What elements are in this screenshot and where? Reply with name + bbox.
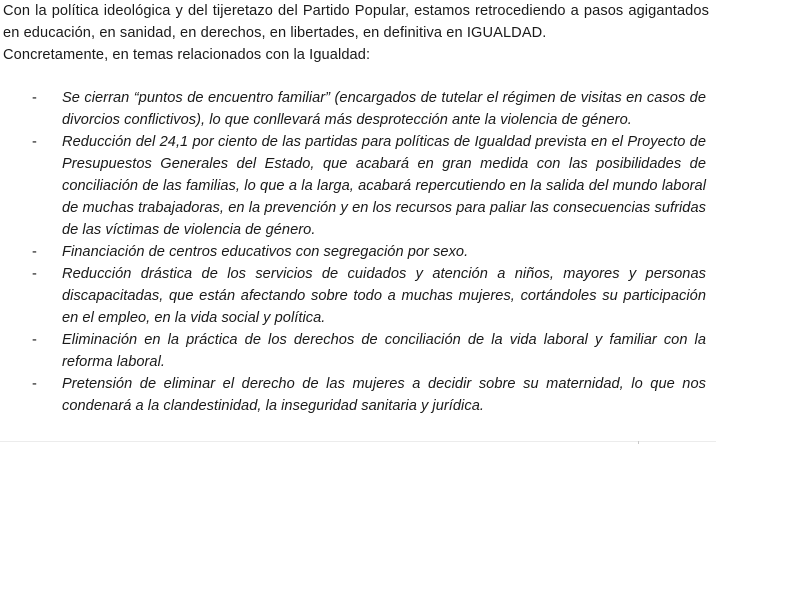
list-item-text: Reducción drástica de los servicios de cuidados y atención a niños, mayores y personas discapacitadas, que están afectando sobre todo a muchas mujeres, cortándoles su participación en el empleo, en la vida social y política. [62,266,706,326]
bullet-dash: - [32,244,37,260]
list-item [0,263,716,329]
list-item-text: Se cierran “puntos de encuentro familiar” (encargados de tutelar el régimen de visitas en casos de divorcios conflictivos), lo que conllevará más desprotección ante la violencia de género. [62,90,706,128]
intro-block [3,0,709,66]
intro-subheading: Concretamente, en temas relacionados con la Igualdad: [3,47,371,63]
bullet-dash: - [32,332,37,348]
list-item [0,241,716,263]
list-item [0,329,716,373]
list-item-text: Financiación de centros educativos con segregación por sexo. [62,244,469,260]
list-item [0,87,716,131]
list-item [0,373,716,417]
equality-cuts-list [0,87,716,417]
list-item [0,131,716,241]
divider-tick [638,441,639,444]
bullet-dash: - [32,134,37,150]
list-item-text: Eliminación en la práctica de los derechos de conciliación de la vida laboral y familiar con la reforma laboral. [62,332,706,370]
bullet-dash: - [32,266,37,282]
bullet-dash: - [32,376,37,392]
bullet-dash: - [32,90,37,106]
list-item-text: Reducción del 24,1 por ciento de las partidas para políticas de Igualdad prevista en el Proyecto de Presupuestos Generales del Estado, que acabará en gran medida con las posibilidades de conciliación de las familias, lo que a la larga, acabará repercutiendo en la salida del mundo laboral de muchas trabajadoras, en la prevención y en los recursos para paliar las consecuencias sufridas de las víctimas de violencia de género. [62,134,706,238]
list-item-text: Pretensión de eliminar el derecho de las mujeres a decidir sobre su maternidad, lo que nos condenará a la clandestinidad, la inseguridad sanitaria y jurídica. [62,376,706,414]
page-bottom-divider [0,441,716,442]
intro-paragraph: Con la política ideológica y del tijeretazo del Partido Popular, estamos retrocediendo a pasos agigantados en educación, en sanidad, en derechos, en libertades, en definitiva en IGUALDAD. [3,3,709,41]
